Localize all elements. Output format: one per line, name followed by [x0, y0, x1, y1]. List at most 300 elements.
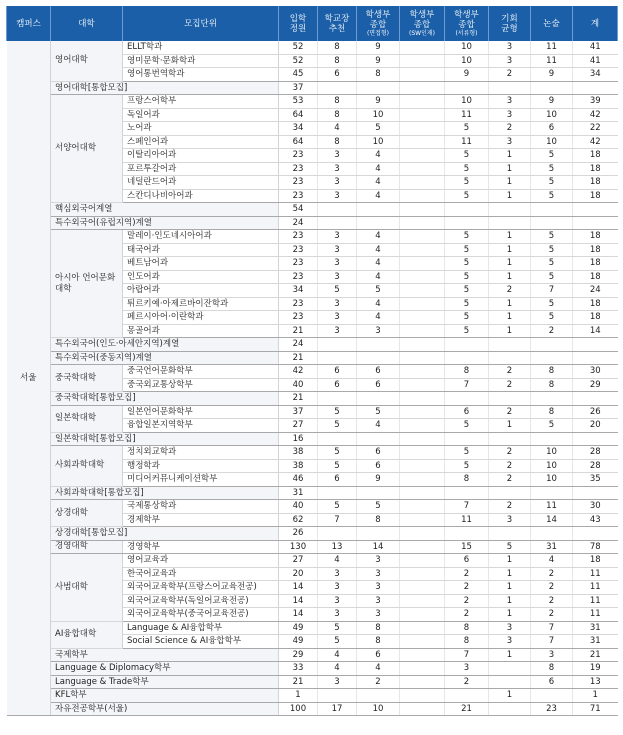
value-cell: 1 [489, 149, 531, 163]
college-label: AI융합대학 [55, 629, 97, 639]
value-cell [357, 81, 400, 95]
value-cell: 1 [489, 324, 531, 338]
value-cell: 52 [279, 54, 318, 68]
value-cell: 8 [531, 365, 573, 379]
value-cell: 23 [279, 243, 318, 257]
value-cell [400, 405, 445, 419]
value-cell: 5 [445, 122, 489, 136]
value-cell: 3 [318, 149, 357, 163]
value-cell: 1 [489, 567, 531, 581]
value-cell: 2 [531, 608, 573, 622]
unit-cell: 말레이·인도네시아어과 [123, 230, 279, 244]
table-row [7, 216, 618, 230]
unit-cell: 영어교육과 [123, 554, 279, 568]
unit-cell: 미디어커뮤니케이션학부 [123, 473, 279, 487]
value-cell: 10 [531, 135, 573, 149]
value-cell: 11 [445, 513, 489, 527]
value-cell: 6 [445, 554, 489, 568]
program-cell: 국제학부 [51, 648, 279, 662]
value-cell: 10 [531, 108, 573, 122]
value-cell [357, 432, 400, 446]
value-cell: 8 [318, 41, 357, 54]
unit-cell: 인도어과 [123, 270, 279, 284]
value-cell [400, 284, 445, 298]
header-campus: 캠퍼스 [7, 6, 51, 41]
table-row [7, 230, 618, 244]
value-cell: 5 [445, 459, 489, 473]
value-cell: 6 [357, 446, 400, 460]
value-cell: 14 [279, 594, 318, 608]
value-cell: 49 [279, 621, 318, 635]
value-cell: 1 [489, 648, 531, 662]
value-cell: 5 [531, 297, 573, 311]
unit-cell: 베트남어과 [123, 257, 279, 271]
value-cell: 34 [279, 284, 318, 298]
value-cell: 23 [279, 162, 318, 176]
value-cell: 1 [489, 257, 531, 271]
value-cell: 2 [445, 581, 489, 595]
value-cell [400, 513, 445, 527]
value-cell: 18 [573, 270, 618, 284]
value-cell [573, 527, 618, 541]
value-cell: 4 [357, 149, 400, 163]
value-cell: 1 [573, 689, 618, 703]
program-cell: 특수외국어(인도·아세안지역)계열 [51, 338, 279, 352]
value-cell [400, 95, 445, 109]
value-cell: 5 [531, 311, 573, 325]
value-cell: 62 [279, 513, 318, 527]
value-cell [400, 392, 445, 406]
header-essay: 논술 [531, 6, 573, 41]
unit-cell: 중국외교통상학부 [123, 378, 279, 392]
value-cell: 5 [445, 270, 489, 284]
value-cell [489, 203, 531, 217]
value-cell: 18 [573, 176, 618, 190]
value-cell: 3 [318, 324, 357, 338]
value-cell [400, 230, 445, 244]
value-cell: 4 [357, 311, 400, 325]
value-cell: 6 [357, 365, 400, 379]
value-cell [400, 446, 445, 460]
header-admission: 입학 정원 [279, 6, 318, 41]
table-row [7, 527, 618, 541]
college-label: 사회과학대학 [55, 460, 105, 471]
value-cell: 28 [573, 446, 618, 460]
value-cell: 1 [489, 608, 531, 622]
value-cell: 5 [357, 284, 400, 298]
unit-cell: 영미문학·문화학과 [123, 54, 279, 68]
value-cell [489, 432, 531, 446]
value-cell: 3 [318, 230, 357, 244]
value-cell: 3 [489, 635, 531, 649]
value-cell: 4 [357, 662, 400, 676]
value-cell [318, 81, 357, 95]
value-cell: 37 [279, 405, 318, 419]
value-cell: 5 [531, 243, 573, 257]
value-cell [357, 216, 400, 230]
value-cell: 1 [279, 689, 318, 703]
value-cell: 14 [573, 324, 618, 338]
value-cell: 3 [318, 567, 357, 581]
value-cell [573, 392, 618, 406]
value-cell: 100 [279, 702, 318, 716]
value-cell: 7 [531, 635, 573, 649]
value-cell [573, 486, 618, 500]
value-cell: 3 [357, 567, 400, 581]
value-cell: 4 [357, 189, 400, 203]
value-cell: 3 [357, 594, 400, 608]
value-cell: 1 [489, 689, 531, 703]
value-cell: 6 [357, 378, 400, 392]
value-cell: 5 [445, 297, 489, 311]
program-cell: 특수외국어(중동지역)계열 [51, 351, 279, 365]
value-cell: 17 [318, 702, 357, 716]
value-cell [400, 68, 445, 82]
value-cell: 5 [318, 635, 357, 649]
value-cell: 1 [489, 554, 531, 568]
value-cell: 14 [531, 513, 573, 527]
value-cell: 23 [279, 297, 318, 311]
value-cell: 4 [357, 297, 400, 311]
value-cell: 38 [279, 446, 318, 460]
table-row [7, 405, 618, 419]
value-cell: 14 [279, 581, 318, 595]
value-cell: 4 [531, 554, 573, 568]
value-cell [400, 297, 445, 311]
value-cell [445, 392, 489, 406]
value-cell: 3 [531, 648, 573, 662]
unit-cell: 튀르키예·아제르바이잔학과 [123, 297, 279, 311]
value-cell [400, 338, 445, 352]
value-cell: 2 [489, 365, 531, 379]
value-cell: 37 [279, 81, 318, 95]
unit-cell: 포르투갈어과 [123, 162, 279, 176]
value-cell: 18 [573, 257, 618, 271]
value-cell: 3 [489, 135, 531, 149]
unit-cell: 노어과 [123, 122, 279, 136]
unit-cell: 영어통번역학과 [123, 68, 279, 82]
value-cell: 8 [445, 635, 489, 649]
unit-cell: 네덜란드어과 [123, 176, 279, 190]
value-cell: 11 [531, 54, 573, 68]
value-cell: 24 [279, 216, 318, 230]
value-cell: 9 [357, 54, 400, 68]
value-cell: 2 [489, 68, 531, 82]
unit-cell: 한국어교육과 [123, 567, 279, 581]
value-cell: 3 [357, 608, 400, 622]
college-label: 영어대학 [55, 55, 88, 66]
value-cell [318, 338, 357, 352]
value-cell: 8 [531, 378, 573, 392]
value-cell: 18 [573, 230, 618, 244]
value-cell: 1 [489, 162, 531, 176]
value-cell: 8 [318, 95, 357, 109]
value-cell [357, 351, 400, 365]
value-cell: 1 [489, 230, 531, 244]
value-cell [531, 392, 573, 406]
value-cell [445, 486, 489, 500]
program-cell: Language & Trade학부 [51, 675, 279, 689]
value-cell [400, 702, 445, 716]
value-cell: 3 [489, 41, 531, 54]
unit-cell: 독일어과 [123, 108, 279, 122]
value-cell: 5 [531, 257, 573, 271]
value-cell: 6 [318, 68, 357, 82]
college-cell [51, 95, 123, 203]
value-cell [400, 149, 445, 163]
value-cell: 5 [445, 162, 489, 176]
header-principal: 학교장 추천 [318, 6, 357, 41]
value-cell: 10 [445, 41, 489, 54]
value-cell: 6 [357, 648, 400, 662]
value-cell: 6 [318, 473, 357, 487]
value-cell: 21 [573, 648, 618, 662]
value-cell [400, 594, 445, 608]
value-cell: 2 [445, 608, 489, 622]
value-cell: 5 [445, 176, 489, 190]
college-label: 일본학대학 [55, 413, 97, 423]
value-cell: 10 [445, 95, 489, 109]
value-cell: 21 [279, 675, 318, 689]
value-cell [531, 432, 573, 446]
value-cell: 7 [531, 284, 573, 298]
value-cell [400, 608, 445, 622]
value-cell [489, 338, 531, 352]
value-cell: 16 [279, 432, 318, 446]
value-cell [318, 351, 357, 365]
value-cell [400, 135, 445, 149]
value-cell: 130 [279, 540, 318, 554]
value-cell: 71 [573, 702, 618, 716]
value-cell: 2 [531, 567, 573, 581]
value-cell: 5 [318, 419, 357, 433]
value-cell: 78 [573, 540, 618, 554]
value-cell [400, 567, 445, 581]
value-cell: 42 [573, 108, 618, 122]
value-cell [573, 432, 618, 446]
value-cell: 4 [357, 419, 400, 433]
value-cell [400, 41, 445, 54]
value-cell: 21 [279, 351, 318, 365]
value-cell: 8 [445, 473, 489, 487]
unit-cell: 외국어교육학부(프랑스어교육전공) [123, 581, 279, 595]
table-row [7, 554, 618, 568]
value-cell: 3 [318, 608, 357, 622]
value-cell: 1 [489, 311, 531, 325]
unit-cell: 외국어교육학부(중국어교육전공) [123, 608, 279, 622]
value-cell [400, 216, 445, 230]
value-cell: 10 [357, 702, 400, 716]
value-cell [445, 527, 489, 541]
value-cell: 2 [445, 675, 489, 689]
value-cell: 3 [318, 176, 357, 190]
unit-cell: Social Science & AI융합학부 [123, 635, 279, 649]
value-cell: 5 [445, 324, 489, 338]
value-cell: 5 [318, 621, 357, 635]
value-cell: 5 [445, 243, 489, 257]
value-cell [400, 419, 445, 433]
value-cell: 2 [531, 324, 573, 338]
value-cell: 4 [318, 648, 357, 662]
value-cell: 6 [318, 365, 357, 379]
college-cell [51, 41, 123, 81]
value-cell: 23 [279, 176, 318, 190]
value-cell: 1 [489, 176, 531, 190]
value-cell: 3 [318, 581, 357, 595]
value-cell [489, 351, 531, 365]
value-cell: 10 [531, 473, 573, 487]
value-cell: 10 [445, 54, 489, 68]
unit-cell: 태국어과 [123, 243, 279, 257]
college-label: 상경대학 [55, 507, 88, 518]
value-cell: 3 [357, 554, 400, 568]
value-cell [400, 311, 445, 325]
value-cell: 20 [573, 419, 618, 433]
value-cell: 5 [531, 419, 573, 433]
program-cell: 중국학대학[통합모집] [51, 392, 279, 406]
value-cell: 31 [531, 540, 573, 554]
table-row [7, 621, 618, 635]
table-row [7, 81, 618, 95]
value-cell: 11 [445, 108, 489, 122]
unit-cell: 프랑스어학부 [123, 95, 279, 109]
value-cell: 31 [573, 635, 618, 649]
value-cell: 15 [445, 540, 489, 554]
program-cell: 일본학대학[통합모집] [51, 432, 279, 446]
value-cell: 2 [489, 459, 531, 473]
value-cell: 5 [357, 122, 400, 136]
value-cell: 3 [318, 297, 357, 311]
value-cell: 5 [489, 540, 531, 554]
value-cell [489, 392, 531, 406]
value-cell: 18 [573, 311, 618, 325]
value-cell: 3 [318, 189, 357, 203]
value-cell: 8 [445, 621, 489, 635]
value-cell [445, 351, 489, 365]
value-cell: 2 [489, 500, 531, 514]
unit-cell: Language & AI융합학부 [123, 621, 279, 635]
value-cell: 5 [531, 162, 573, 176]
value-cell [400, 432, 445, 446]
value-cell: 3 [318, 270, 357, 284]
value-cell: 54 [279, 203, 318, 217]
value-cell: 4 [318, 554, 357, 568]
value-cell: 11 [573, 594, 618, 608]
value-cell: 3 [357, 324, 400, 338]
value-cell: 3 [318, 162, 357, 176]
value-cell [400, 270, 445, 284]
value-cell: 23 [279, 189, 318, 203]
value-cell: 34 [279, 122, 318, 136]
value-cell: 10 [357, 108, 400, 122]
value-cell: 3 [445, 662, 489, 676]
value-cell: 31 [279, 486, 318, 500]
table-row [7, 702, 618, 716]
value-cell: 5 [445, 419, 489, 433]
value-cell: 5 [531, 189, 573, 203]
value-cell: 9 [445, 68, 489, 82]
value-cell: 21 [279, 392, 318, 406]
value-cell: 7 [445, 378, 489, 392]
value-cell [400, 459, 445, 473]
value-cell [357, 203, 400, 217]
value-cell: 3 [318, 675, 357, 689]
value-cell: 2 [445, 594, 489, 608]
table-row [7, 351, 618, 365]
value-cell: 11 [573, 567, 618, 581]
value-cell [531, 689, 573, 703]
value-cell [400, 365, 445, 379]
value-cell: 3 [489, 621, 531, 635]
value-cell: 5 [318, 459, 357, 473]
college-cell [51, 405, 123, 432]
table-row [7, 365, 618, 379]
unit-cell: 이탈리아어과 [123, 149, 279, 163]
value-cell: 10 [357, 135, 400, 149]
value-cell: 4 [357, 243, 400, 257]
value-cell [400, 635, 445, 649]
value-cell [400, 540, 445, 554]
value-cell [531, 486, 573, 500]
program-cell: 상경대학[통합모집] [51, 527, 279, 541]
value-cell: 1 [489, 297, 531, 311]
value-cell: 2 [531, 594, 573, 608]
value-cell: 4 [357, 230, 400, 244]
value-cell [400, 662, 445, 676]
value-cell [573, 338, 618, 352]
value-cell: 5 [445, 230, 489, 244]
value-cell: 5 [531, 270, 573, 284]
value-cell: 2 [489, 284, 531, 298]
college-label: 서양어대학 [55, 143, 97, 153]
value-cell: 34 [573, 68, 618, 82]
value-cell: 29 [573, 378, 618, 392]
value-cell [400, 378, 445, 392]
value-cell: 7 [318, 513, 357, 527]
value-cell: 7 [531, 621, 573, 635]
value-cell: 10 [531, 446, 573, 460]
value-cell [400, 176, 445, 190]
value-cell [400, 257, 445, 271]
value-cell: 1 [489, 581, 531, 595]
value-cell [400, 554, 445, 568]
value-cell: 1 [489, 594, 531, 608]
table-row [7, 648, 618, 662]
value-cell [400, 81, 445, 95]
value-cell: 11 [573, 581, 618, 595]
value-cell: 18 [573, 189, 618, 203]
value-cell: 18 [573, 162, 618, 176]
value-cell: 13 [318, 540, 357, 554]
table-row [7, 500, 618, 514]
value-cell: 3 [318, 257, 357, 271]
table-row [7, 203, 618, 217]
value-cell [531, 338, 573, 352]
header-equal: 기회 균형 [489, 6, 531, 41]
value-cell: 5 [445, 189, 489, 203]
value-cell: 5 [318, 446, 357, 460]
admission-quota-table [6, 6, 618, 716]
header-comp-sw: 학생부 종합 (SW인재) [400, 6, 445, 41]
college-cell [51, 540, 123, 554]
value-cell: 4 [357, 257, 400, 271]
value-cell: 7 [445, 648, 489, 662]
value-cell: 8 [318, 54, 357, 68]
value-cell: 11 [531, 41, 573, 54]
value-cell [400, 581, 445, 595]
value-cell [400, 473, 445, 487]
value-cell: 46 [279, 473, 318, 487]
